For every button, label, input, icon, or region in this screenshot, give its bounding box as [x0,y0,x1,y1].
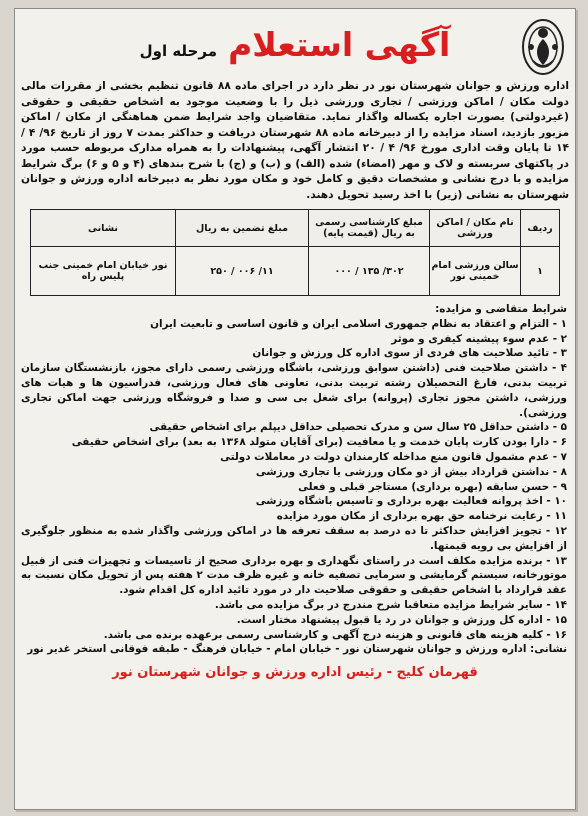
condition-item: ۱۴ - سایر شرایط مزایده متعاقبا شرح مندرج در برگ مزایده می باشد. [214,598,567,611]
cell-place-name: سالن ورزشی امام خمینی نور [430,247,521,296]
address-line [21,642,567,657]
title [15,25,575,64]
condition-item: ۱۰ - اخذ پروانه فعالیت بهره برداری و تاسیس باشگاه ورزشی [255,495,567,508]
condition-item: ۶ - دارا بودن کارت پایان خدمت و یا معافیت (برای آقایان متولد ۱۳۶۸ به بعد) برای اشخاص حقیقی [71,436,567,449]
col-base-price: مبلغ کارشناسی رسمی به ریال (قیمت پایه) [309,210,430,247]
table-row [31,247,560,296]
col-guarantee: مبلغ تضمین به ریال [176,210,309,247]
cell-guarantee: ۱۱/ ۰۰۶ / ۲۵۰ [176,247,309,296]
title-main: آگهی استعلام [228,25,451,64]
intro-paragraph: اداره ورزش و جوانان شهرستان نور در نظر دارد در اجرای ماده ۸۸ قانون تنظیم بخشی از مقررات مالی دولت مکان / اماکن ورزشی / تجاری ورزشی ذیل را با وضعیت موجود به اشخاص حقیقی و حقوقی (غیردولتی) بصورت اجاره یکساله واگذار نماید. متقاضیان واجد شرایط ضمن هماهنگی از مکان / اماکن مزبور بازدید، اسناد مزایده را از دبیرخانه ماده ۸۸ شهرستان دریافت و حداکثر بمدت ۷ روز از تاریخ ۹۶/ ۴ / ۱۴ تا پایان وقت اداری مورخ ۹۶/ ۴ / ۲۰ انتشار آگهی، پیشنهادات را به همراه مدارک مربوطه حسب مورد در پاکتهای سربسته و لاک و مهر (امضاء) شده (الف) و (ب) و (ج) با شرح بندهای (۴ و ۵ و ۶) برگ شرایط مزایده و با درج نشانی و مشخصات دقیق و کامل خود و مکان مورد نظر به دبیرخانه اداره ورزش و جوانان شهرستان به نشانی (زیر) با اخذ رسید تحویل دهند. [21,80,570,201]
condition-item: ۱۶ - کلیه هزینه های قانونی و هزینه درج آگهی و کارشناسی رسمی برعهده برنده می باشد. [103,628,567,641]
cell-base-price: ۳۰۲/ ۱۳۵ / ۰۰۰ [309,247,430,296]
condition-item: ۷ - عدم مشمول قانون منع مداخله کارمندان دولت در معاملات دولتی [220,450,567,463]
conditions-section [21,302,567,657]
cell-row-number: ۱ [521,247,560,296]
condition-item: ۹ - حسن سابقه (بهره برداری) مستاجر قبلی و فعلی [298,480,567,493]
address-text: اداره ورزش و جوانان شهرستان نور - خیابان امام - خیابان فرهنگ - طبقه فوقانی استخر غدیر نور [27,643,527,656]
col-place-name: نام مکان / اماکن ورزشی [430,210,521,247]
condition-item: ۱۳ - برنده مزایده مکلف است در راستای نگهداری و بهره برداری صحیح از تاسیسات و تجهیزات فنی از قبیل موتورخانه، سیستم گرمایشی و سرمایی تصفیه خانه و غیره ظرف مدت ۲ هفته پس از تحویل مکان نسبت به عقد قرارداد با اشخاص حقیقی و حقوقی صلاحیت دار در مورد تائید اداره کل اقدام شود. [21,554,567,597]
header [15,9,575,79]
col-row-number: ردیف [521,210,560,247]
conditions-title: شرایط متقاضی و مزایده: [435,303,567,315]
condition-item: ۲ - عدم سوء پیشینه کیفری و موثر [391,332,567,345]
address-label: نشانی: [530,643,567,656]
advertisement-page [14,8,576,810]
signature: قهرمان کلیج - رئیس اداره ورزش و جوانان شهرستان نور [112,665,478,681]
table-header-row [31,210,560,247]
condition-item: ۱ - التزام و اعتقاد به نظام جمهوری اسلامی ایران و قانون اساسی و تابعیت ایران [150,317,567,330]
condition-item: ۱۵ - اداره کل ورزش و جوانان در رد یا قبول پیشنهاد مختار است. [236,613,567,626]
condition-item: ۱۲ - تجویز افزایش حداکثر تا ده درصد به سقف تعرفه ها در اماکن ورزشی واگذار شده به منظور جلوگیری از افزایش بی رویه قیمتها. [21,524,567,552]
condition-item: ۴ - داشتن صلاحیت فنی (داشتن سوابق ورزشی، باشگاه ورزشی رسمی دارای مجوز، بازنشستگان سازمان تربیت بدنی، فارغ التحصیلان رشته تربیت بدنی، تعاونی های فعال ورزشی، فدراسیون ها و هیات های ورزشی، داشتن مجوز تجاری (پروانه) برای شغل بی سی و صدا و فروشگاه ورزشی جهت اماکن تجاری ورزشی). [21,362,567,419]
condition-item: ۵ - داشتن حداقل ۲۵ سال سن و مدرک تحصیلی حداقل دیپلم برای اشخاص حقیقی [149,421,567,434]
condition-item: ۸ - نداشتن قرارداد بیش از دو مکان ورزشی یا تجاری ورزشی [255,465,567,478]
auction-table [30,209,560,296]
condition-item: ۳ - تائید صلاحیت های فردی از سوی اداره کل ورزش و جوانان [252,347,567,360]
condition-item: ۱۱ - رعایت نرخنامه حق بهره برداری از مکان مورد مزایده [276,510,567,523]
col-address: نشانی [31,210,176,247]
title-stage: مرحله اول [139,42,217,60]
cell-address: نور خیابان امام خمینی جنب پلیس راه [31,247,176,296]
